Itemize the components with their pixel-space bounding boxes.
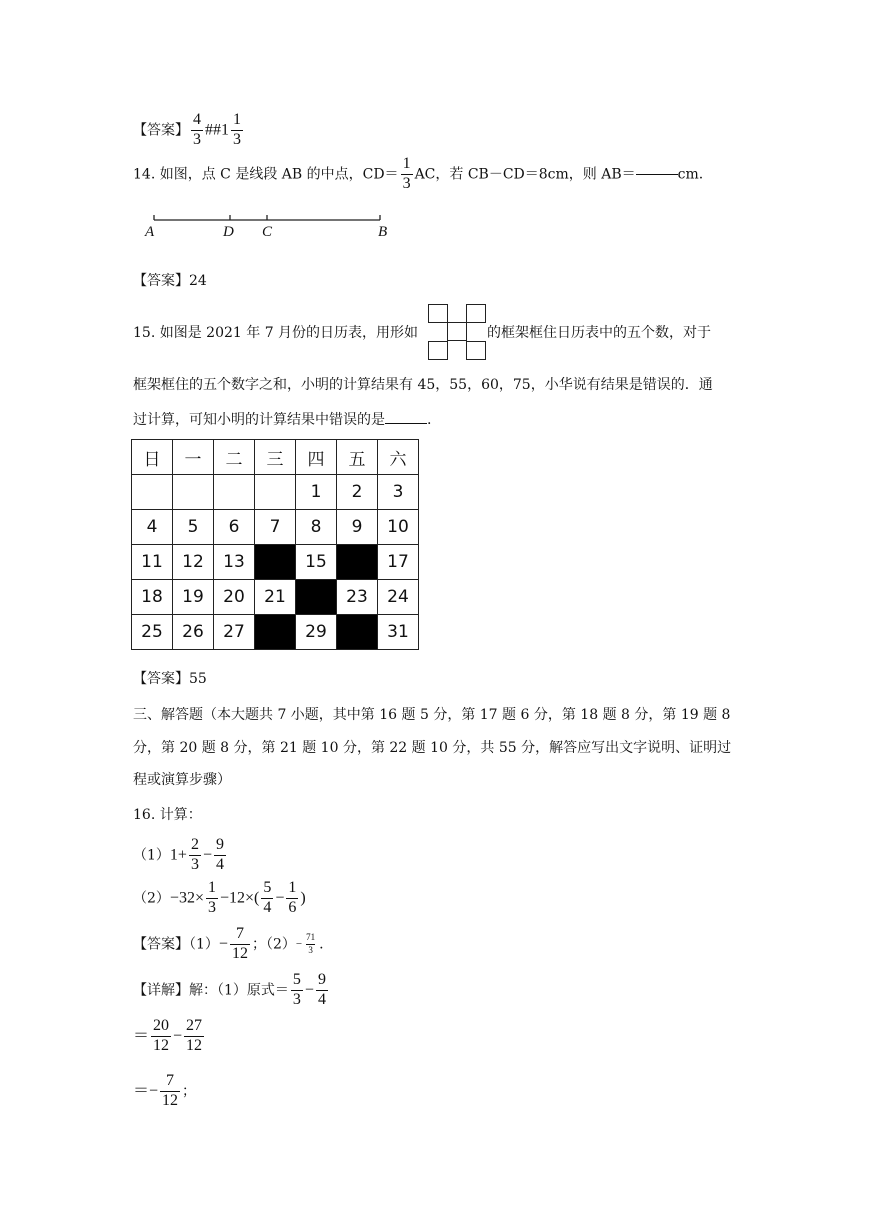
calendar-cell: 17: [378, 545, 419, 580]
answer-blank: [385, 423, 427, 424]
fraction: $\frac{9}{4}$: [317, 971, 326, 1008]
fraction: $\frac{20}{12}$: [153, 1017, 170, 1054]
q15-answer: 【答案】55: [133, 671, 207, 687]
calendar-cell: 21: [255, 580, 296, 615]
calendar-cell: 27: [214, 615, 255, 650]
calendar-cell: 10: [378, 510, 419, 545]
calendar-cell: [173, 475, 214, 510]
weekday-header: 四: [296, 440, 337, 475]
calendar-row: [132, 580, 419, 615]
calendar-row: [132, 510, 419, 545]
q15-line3: 过计算，可知小明的计算结果中错误的是 .: [133, 412, 432, 428]
calendar-table: [131, 439, 419, 650]
fraction: $\frac{27}{12}$: [186, 1017, 203, 1054]
calendar-header-row: [132, 440, 419, 475]
section3-line2: 分，第 20 题 8 分，第 21 题 10 分，第 22 题 10 分，共 55 分，解答应写出文字说明、证明过: [133, 740, 732, 756]
q16-answer: 【答案】（1）− $\frac{7}{12}$ ；（2）− $\frac{71}{3}$ .: [133, 925, 324, 962]
calendar-cell: 1: [296, 475, 337, 510]
weekday-header: 日: [132, 440, 173, 475]
calendar-cell: 20: [214, 580, 255, 615]
weekday-header: 一: [173, 440, 214, 475]
calendar-cell: 8: [296, 510, 337, 545]
q16-detail-step3: ＝− $\frac{7}{12}$ ；: [133, 1072, 197, 1109]
section3-line1: 三、解答题（本大题共 7 小题，其中第 16 题 5 分，第 17 题 6 分，第 18 题 8 分，第 19 题 8: [133, 707, 731, 723]
fraction: $\frac{1}{3}$: [207, 879, 216, 916]
weekday-header: 六: [378, 440, 419, 475]
calendar-cell: 5: [173, 510, 214, 545]
q14-question: 14. 如图，点 C 是线段 AB 的中点，CD＝ $\frac{1}{3}$ AC，若 CB－CD＝8cm，则 AB＝ cm.: [133, 155, 704, 192]
fraction: $\frac{1}{3}$: [233, 111, 241, 148]
fraction: $\frac{9}{4}$: [215, 836, 224, 873]
weekday-header: 三: [255, 440, 296, 475]
weekday-header: 五: [337, 440, 378, 475]
calendar-cell: 19: [173, 580, 214, 615]
calendar-cell-blacked: [296, 580, 337, 615]
calendar-cell: 23: [337, 580, 378, 615]
calendar-cell: 26: [173, 615, 214, 650]
section3-line3: 程或演算步骤）: [133, 772, 231, 788]
point-label-c: C: [262, 224, 273, 240]
calendar-cell: 29: [296, 615, 337, 650]
calendar-cell: 7: [255, 510, 296, 545]
point-label-b: B: [378, 224, 388, 240]
q16-detail: 【详解】解：（1）原式＝ $\frac{5}{3}$ − $\frac{9}{4}$: [133, 971, 326, 1008]
q15-line1-suffix: 的框架框住日历表中的五个数，对于: [487, 325, 711, 341]
calendar-cell: 18: [132, 580, 173, 615]
q16-part1: （1）1+ $\frac{2}{3}$ − $\frac{9}{4}$: [133, 836, 224, 873]
fraction: $\frac{7}{12}$: [162, 1072, 179, 1109]
fraction: $\frac{1}{3}$: [402, 155, 411, 192]
fraction: $\frac{7}{12}$: [231, 925, 248, 962]
q15-line1-prefix: 15. 如图是 2021 年 7 月份的日历表，用形如: [133, 325, 419, 341]
calendar-cell: 4: [132, 510, 173, 545]
calendar-cell: 25: [132, 615, 173, 650]
calendar-cell: 24: [378, 580, 419, 615]
point-label-d: D: [223, 224, 234, 240]
fraction: $\frac{71}{3}$: [306, 932, 316, 955]
calendar-cell: 3: [378, 475, 419, 510]
answer-blank: [636, 174, 678, 175]
calendar-cell: 11: [132, 545, 173, 580]
weekday-header: 二: [214, 440, 255, 475]
calendar-cell: [255, 475, 296, 510]
calendar-cell: [132, 475, 173, 510]
fraction: $\frac{2}{3}$: [190, 836, 199, 873]
q16-title: 16. 计算：: [133, 807, 202, 823]
calendar-cell: 12: [173, 545, 214, 580]
calendar-cell-blacked: [255, 545, 296, 580]
fraction: $\frac{4}{3}$: [193, 111, 201, 148]
calendar-row: [132, 615, 419, 650]
q16-detail-step2: ＝ $\frac{20}{12}$ − $\frac{27}{12}$: [133, 1017, 203, 1054]
calendar-cell: 15: [296, 545, 337, 580]
calendar-cell-blacked: [337, 615, 378, 650]
calendar-cell: 13: [214, 545, 255, 580]
cross-shape-icon: [428, 304, 486, 360]
calendar-cell: [214, 475, 255, 510]
calendar-cell-blacked: [337, 545, 378, 580]
answer-tag: 【答案】: [133, 122, 189, 139]
calendar-cell: 2: [337, 475, 378, 510]
calendar-cell: 9: [337, 510, 378, 545]
point-label-a: A: [145, 224, 155, 240]
calendar-row: [132, 475, 419, 510]
calendar-cell: 31: [378, 615, 419, 650]
q15-line2: 框架框住的五个数字之和，小明的计算结果有 45，55，60，75，小华说有结果是错误的．通: [133, 377, 713, 393]
calendar-row: [132, 545, 419, 580]
calendar-cell-blacked: [255, 615, 296, 650]
fraction: $\frac{1}{6}$: [288, 879, 297, 916]
calendar-cell: 6: [214, 510, 255, 545]
fraction: $\frac{5}{4}$: [263, 879, 272, 916]
q14-answer: 【答案】24: [133, 273, 207, 289]
fraction: $\frac{5}{3}$: [292, 971, 301, 1008]
q13-answer: 【答案】 $\frac{4}{3}$ ##1 $\frac{1}{3}$: [133, 111, 241, 148]
q16-part2: （2）−32× $\frac{1}{3}$ −12×( $\frac{5}{4}$ − $\frac{1}{6}$ ): [133, 879, 306, 916]
